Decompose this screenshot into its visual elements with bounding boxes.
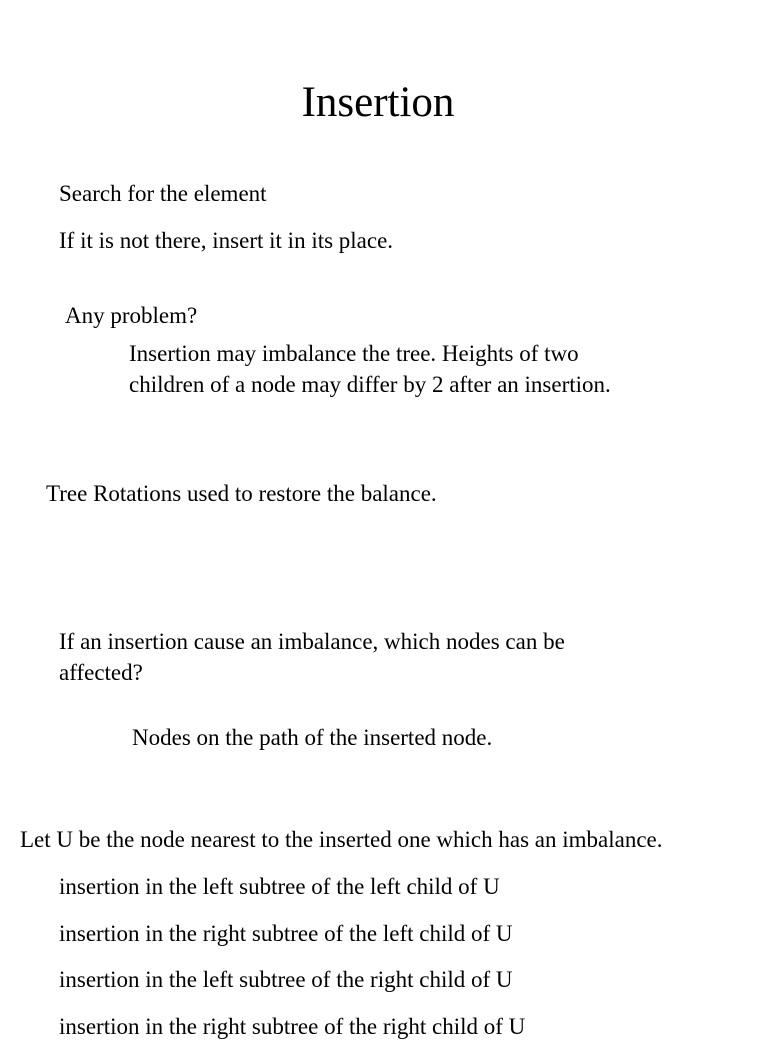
insert-step-text: If it is not there, insert it in its place. [59, 228, 394, 253]
search-step-text: Search for the element [59, 181, 267, 206]
problem-answer-text: Insertion may imbalance the tree. Heights of two children of a node may differ by 2 after an insertion. [129, 341, 611, 397]
affected-answer-text: Nodes on the path of the inserted node. [132, 725, 493, 750]
case-item-right-right: insertion in the right subtree of the right child of U [59, 1014, 526, 1039]
problem-question-text: Any problem? [65, 303, 198, 328]
slide-title: Insertion [301, 79, 455, 126]
case-item-left-right: insertion in the right subtree of the left child of U [59, 921, 513, 946]
case-item-right-left: insertion in the left subtree of the right child of U [59, 967, 513, 992]
rotations-note-text: Tree Rotations used to restore the balance. [46, 481, 437, 506]
definition-u-text: Let U be the node nearest to the inserted one which has an imbalance. [20, 827, 663, 852]
case-item-left-left: insertion in the left subtree of the left child of U [59, 874, 500, 899]
affected-question-text: If an insertion cause an imbalance, which nodes can be affected? [59, 629, 565, 685]
